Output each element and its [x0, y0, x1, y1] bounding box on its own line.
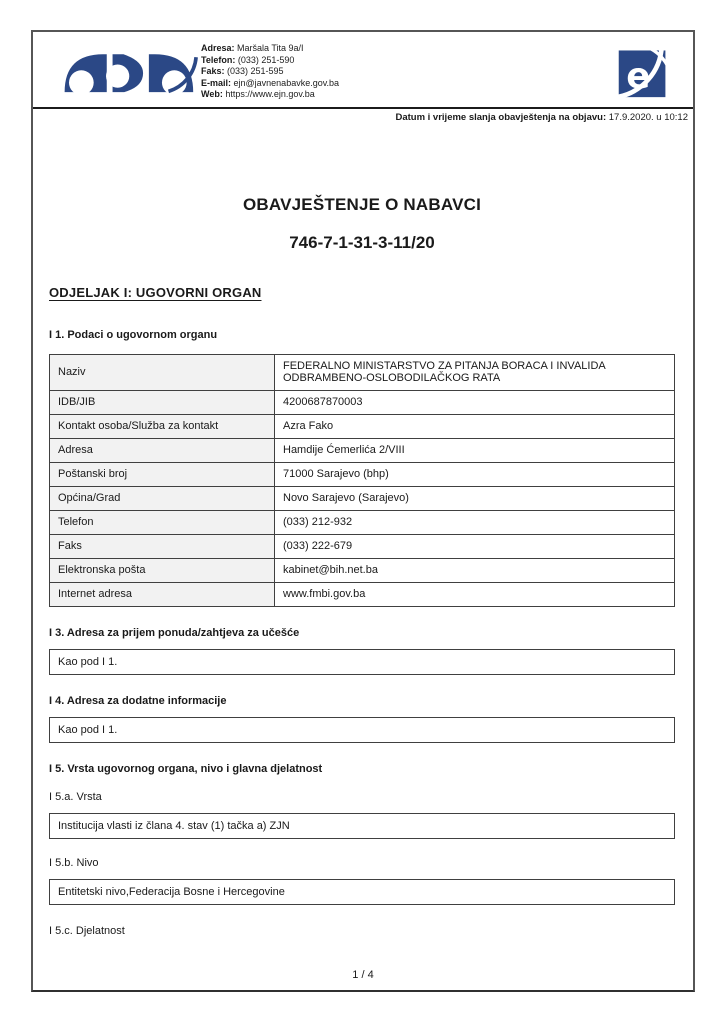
document-title: OBAVJEŠTENJE O NABAVCI	[242, 195, 482, 214]
table-row	[50, 511, 675, 535]
row-value: 4200687870003	[275, 391, 675, 415]
row-value: Azra Fako	[275, 415, 675, 439]
row-value: kabinet@bih.net.ba	[275, 559, 675, 583]
heading-i5c: I 5.c. Djelatnost	[49, 925, 125, 937]
i3-value-box: Kao pod I 1.	[49, 649, 675, 675]
document-number: 746-7-1-31-3-11/20	[289, 233, 435, 252]
sent-timestamp-label: Datum i vrijeme slanja obavještenja na objavu:	[395, 112, 607, 123]
table-row	[50, 487, 675, 511]
table-row	[50, 559, 675, 583]
svg-text:e: e	[626, 55, 651, 97]
row-value: (033) 212-932	[275, 511, 675, 535]
heading-i5b: I 5.b. Nivo	[49, 857, 99, 869]
row-value: www.fmbi.gov.ba	[275, 583, 675, 607]
e-square-logo-icon	[615, 40, 671, 102]
row-value: (033) 222-679	[275, 535, 675, 559]
row-label: Poštanski broj	[50, 463, 275, 487]
contact-line: E-mail: ejn@javnenabavke.gov.ba	[201, 77, 340, 88]
heading-i5a: I 5.a. Vrsta	[49, 791, 102, 803]
contact-line: Telefon: (033) 251-590	[201, 54, 295, 65]
row-label: Faks	[50, 535, 275, 559]
row-value: Novo Sarajevo (Sarajevo)	[275, 487, 675, 511]
contact-line: Web: https://www.ejn.gov.ba	[201, 89, 315, 100]
row-label: Internet adresa	[50, 583, 275, 607]
table-row	[50, 439, 675, 463]
document-body	[33, 195, 693, 937]
contact-line: Faks: (033) 251-595	[201, 66, 284, 77]
row-value: FEDERALNO MINISTARSTVO ZA PITANJA BORACA I INVALIDA ODBRAMBENO-OSLOBODILAČKOG RATA	[275, 355, 675, 391]
row-label: Telefon	[50, 511, 275, 535]
row-label: Kontakt osoba/Služba za kontakt	[50, 415, 275, 439]
row-value: 71000 Sarajevo (bhp)	[275, 463, 675, 487]
sent-timestamp-value: 17.9.2020. u 10:12	[608, 112, 688, 123]
table-row	[50, 583, 675, 607]
table-row	[50, 535, 675, 559]
heading-i1: I 1. Podaci o ugovornom organu	[49, 329, 218, 341]
contracting-authority-table	[49, 354, 675, 607]
row-value: Hamdije Ćemerlića 2/VIII	[275, 439, 675, 463]
row-label: Naziv	[50, 355, 275, 391]
section-i-heading: ODJELJAK I: UGOVORNI ORGAN	[49, 285, 262, 300]
table-row	[50, 463, 675, 487]
i4-value-box: Kao pod I 1.	[49, 717, 675, 743]
table-row	[50, 391, 675, 415]
heading-i3: I 3. Adresa za prijem ponuda/zahtjeva za učešće	[49, 627, 300, 639]
page-header	[33, 32, 693, 107]
row-label: Adresa	[50, 439, 275, 463]
contact-line: Adresa: Maršala Tita 9a/I	[201, 43, 304, 53]
table-row	[50, 355, 675, 391]
row-label: IDB/JIB	[50, 391, 275, 415]
ejn-arches-logo-icon	[61, 42, 199, 100]
sent-timestamp	[33, 109, 693, 123]
row-label: Općina/Grad	[50, 487, 275, 511]
heading-i4: I 4. Adresa za dodatne informacije	[49, 695, 227, 707]
document-page	[31, 30, 695, 992]
org-table-body	[50, 355, 675, 607]
heading-i5: I 5. Vrsta ugovornog organa, nivo i glavna djelatnost	[49, 763, 323, 775]
table-row	[50, 415, 675, 439]
agency-contact	[201, 43, 339, 101]
page-number: 1 / 4	[352, 969, 374, 981]
i5b-value-box: Entitetski nivo,Federacija Bosne i Hercegovine	[49, 879, 675, 905]
i5a-value-box: Institucija vlasti iz člana 4. stav (1) tačka a) ZJN	[49, 813, 675, 839]
row-label: Elektronska pošta	[50, 559, 275, 583]
